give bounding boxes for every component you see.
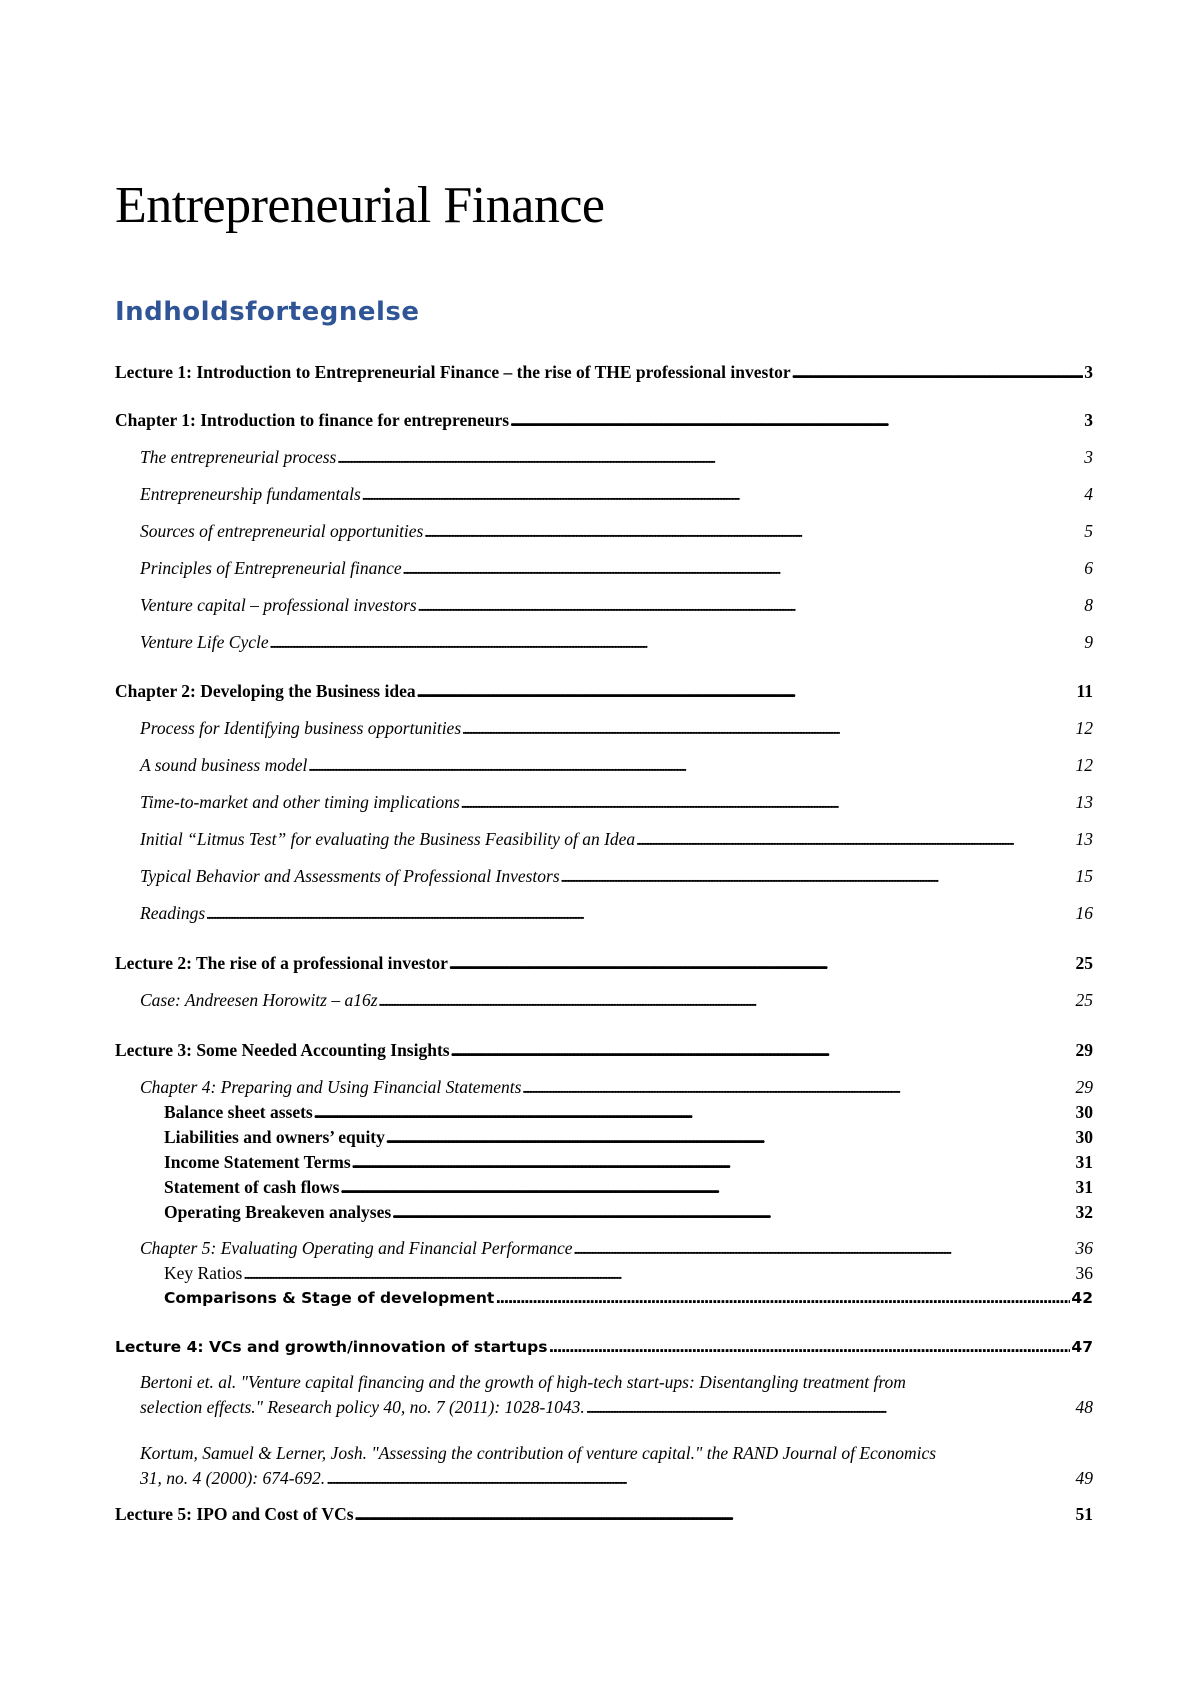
toc-entry-page: 25 [1075,953,1093,973]
toc-entry-title: Lecture 5: IPO and Cost of VCs [115,1504,354,1524]
toc-entry-title: Entrepreneurship fundamentals [140,484,361,504]
toc-entry-kortum[interactable] [140,1441,1093,1491]
toc-entry-case-a16z[interactable] [140,988,1093,1012]
toc-entry-title-line2: 31, no. 4 (2000): 674-692. [140,1468,326,1488]
toc-entry-title: Liabilities and owners’ equity [164,1127,385,1147]
toc-entry-page: 42 [1071,1289,1093,1307]
toc-entry-page: 13 [1075,792,1093,812]
toc-entry-income-statement-terms[interactable] [164,1150,1093,1174]
toc-entry-sound-business-model[interactable] [140,753,1093,777]
toc-entry-principles-of-finance[interactable] [140,556,1093,580]
toc-entry-title-line1: Kortum, Samuel & Lerner, Josh. "Assessing the contribution of venture capital." the RAND Journal of Economics [140,1443,937,1463]
toc-entry-litmus-test[interactable] [140,827,1093,851]
toc-entry-entrepreneurship-fundamentals[interactable] [140,482,1093,506]
toc-entry-page: 12 [1075,718,1093,738]
toc-entry-lecture-3[interactable] [115,1038,1093,1062]
toc-entry-title: Chapter 1: Introduction to finance for entrepreneurs [115,410,510,430]
toc-entry-time-to-market[interactable] [140,790,1093,814]
toc-entry-title: Readings [140,903,206,923]
toc-entry-identifying-opportunities[interactable] [140,716,1093,740]
toc-entry-page: 47 [1071,1338,1093,1356]
toc-entry-title: Principles of Entrepreneurial finance [140,558,402,578]
toc-entry-page: 48 [1075,1397,1093,1417]
toc-entry-title: Statement of cash flows [164,1177,340,1197]
toc-entry-title: The entrepreneurial process [140,447,337,467]
toc-entry-page: 4 [1084,484,1093,504]
toc-entry-title: Chapter 5: Evaluating Operating and Financial Performance [140,1238,573,1258]
toc-entry-title: Lecture 3: Some Needed Accounting Insights [115,1040,450,1060]
toc-entry-page: 15 [1075,866,1093,886]
toc-entry-title: Lecture 2: The rise of a professional investor [115,953,448,973]
toc-entry-lecture-2[interactable] [115,951,1093,975]
toc-entry-page: 3 [1084,447,1093,467]
toc-entry-page: 30 [1075,1127,1093,1147]
toc-entry-page: 13 [1075,829,1093,849]
toc-entry-page: 11 [1076,681,1093,701]
toc-entry-title: Typical Behavior and Assessments of Professional Investors [140,866,560,886]
toc-entry-title-line2: selection effects." Research policy 40, no. 7 (2011): 1028-1043. [140,1397,585,1417]
toc-entry-venture-capital[interactable] [140,593,1093,617]
toc-entry-page: 29 [1075,1040,1093,1060]
toc-entry-chapter-2[interactable] [115,679,1093,703]
toc-entry-title: Balance sheet assets [164,1102,313,1122]
toc-entry-title: Operating Breakeven analyses [164,1202,392,1222]
toc-entry-title: A sound business model [140,755,308,775]
toc-entry-sources-of-opportunities[interactable] [140,519,1093,543]
toc-entry-title: Comparisons & Stage of development [164,1289,495,1307]
toc-entry-title-line1: Bertoni et. al. "Venture capital financing and the growth of high-tech start-ups: Disentangling treatment from [140,1372,906,1392]
toc-entry-title: Income Statement Terms [164,1152,351,1172]
toc-entry-page: 49 [1075,1468,1093,1488]
toc-entry-liabilities-equity[interactable] [164,1125,1093,1149]
toc-entry-title: Case: Andreesen Horowitz – a16z [140,990,378,1010]
toc-entry-chapter-5[interactable] [140,1236,1093,1260]
toc-entry-title: Venture Life Cycle [140,632,269,652]
toc-entry-venture-life-cycle[interactable] [140,630,1093,654]
toc-entry-lecture-5[interactable] [115,1502,1093,1526]
toc-entry-operating-breakeven[interactable] [164,1200,1093,1224]
toc-entry-page: 31 [1075,1152,1093,1172]
toc-entry-page: 36 [1075,1238,1093,1258]
toc-entry-chapter-4[interactable] [140,1075,1093,1099]
toc-entry-page: 51 [1075,1504,1093,1524]
toc-entry-title: Sources of entrepreneurial opportunities [140,521,424,541]
document-title: Entrepreneurial Finance [115,177,605,234]
toc-entry-page: 6 [1084,558,1093,578]
toc-entry-key-ratios[interactable] [164,1261,1093,1285]
toc-entry-title: Initial “Litmus Test” for evaluating the Business Feasibility of an Idea [140,829,636,849]
toc-entry-page: 3 [1084,410,1093,430]
toc-heading: Indholdsfortegnelse [115,297,420,327]
toc-entry-title: Chapter 4: Preparing and Using Financial Statements [140,1077,522,1097]
toc-entry-cash-flows[interactable] [164,1175,1093,1199]
toc-entry-readings[interactable] [140,901,1093,925]
toc-entry-page: 31 [1075,1177,1093,1197]
toc-entry-lecture-1[interactable] [115,360,1093,384]
toc-entry-page: 16 [1075,903,1093,923]
toc-entry-page: 8 [1084,595,1093,615]
toc-entry-page: 12 [1075,755,1093,775]
toc-entry-page: 32 [1075,1202,1093,1222]
toc-entry-chapter-1[interactable] [115,408,1093,432]
toc-entry-page: 25 [1075,990,1093,1010]
toc-entry-balance-sheet-assets[interactable] [164,1100,1093,1124]
toc-entry-page: 30 [1075,1102,1093,1122]
toc-entry-page: 29 [1075,1077,1093,1097]
toc-entry-page: 5 [1084,521,1093,541]
toc-entry-lecture-4[interactable] [115,1335,1093,1359]
toc-entry-title: Process for Identifying business opportunities [140,718,462,738]
toc-entry-title: Venture capital – professional investors [140,595,417,615]
toc-entry-bertoni[interactable] [140,1370,1093,1420]
toc-entry-title: Lecture 4: VCs and growth/innovation of startups [115,1338,548,1356]
toc-entry-title: Lecture 1: Introduction to Entrepreneurial Finance – the rise of THE professional investor [115,362,791,382]
toc-entry-entrepreneurial-process[interactable] [140,445,1093,469]
toc-entry-page: 36 [1075,1263,1093,1283]
toc-entry-title: Chapter 2: Developing the Business idea [115,681,416,701]
toc-entry-comparisons-stage[interactable] [164,1286,1093,1310]
toc-entry-title: Key Ratios [164,1263,243,1283]
toc-entry-title: Time-to-market and other timing implications [140,792,460,812]
toc-entry-page: 3 [1084,362,1093,382]
toc-entry-page: 9 [1084,632,1093,652]
toc-entry-typical-behavior[interactable] [140,864,1093,888]
